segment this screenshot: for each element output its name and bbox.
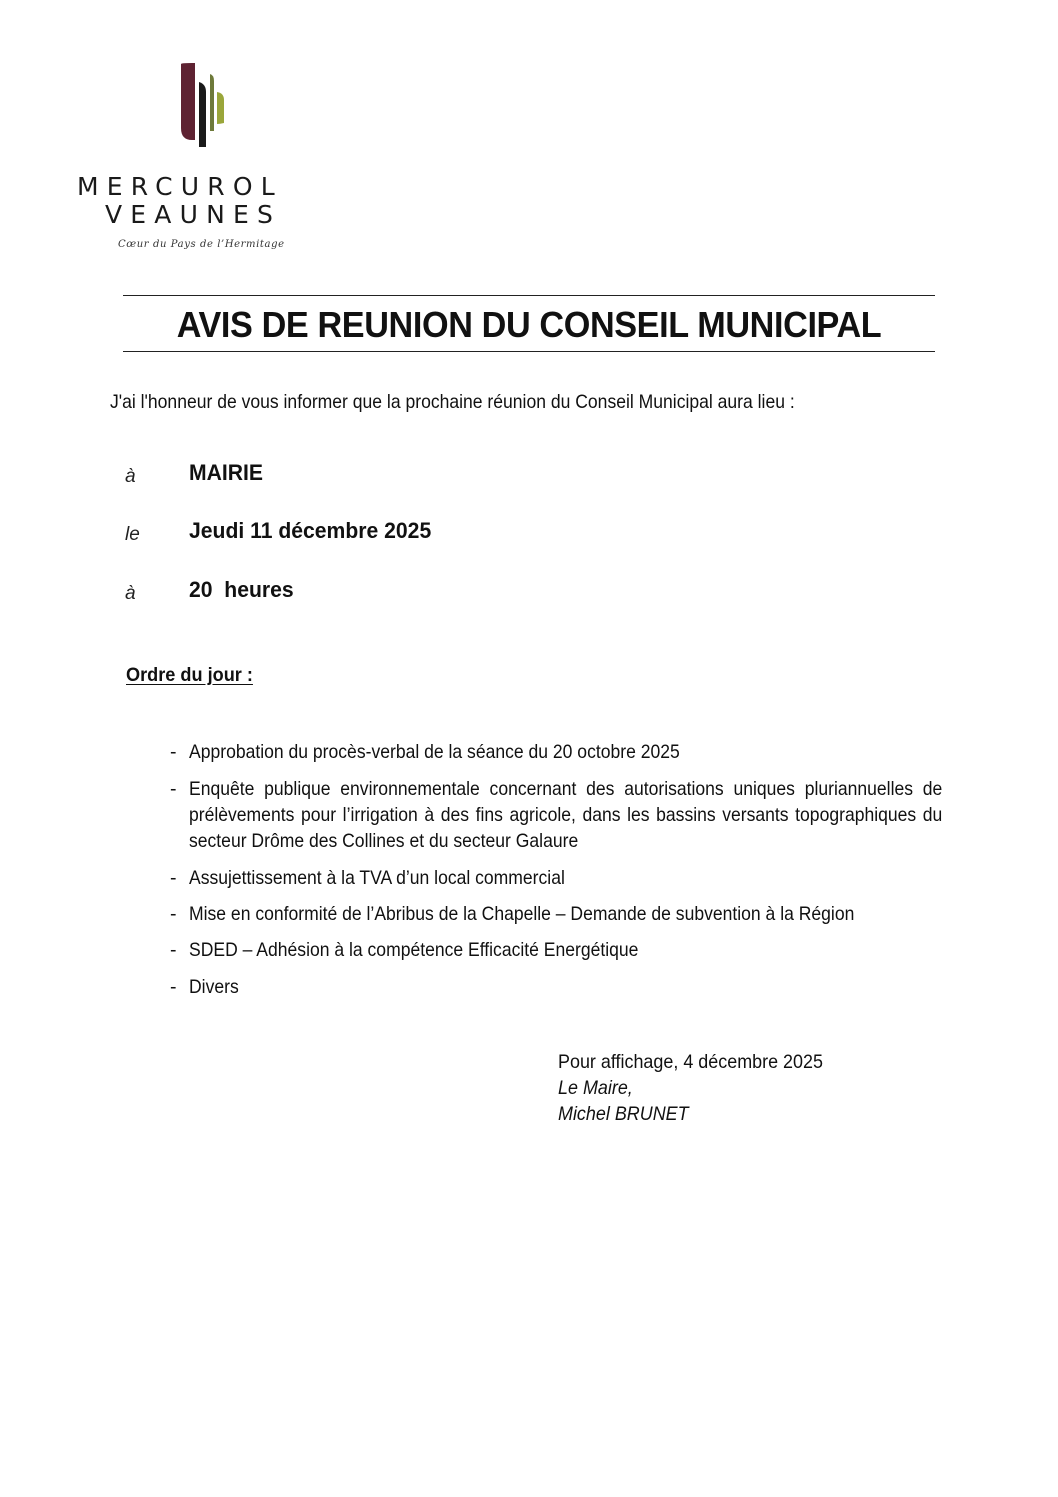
title-rule-bottom bbox=[123, 351, 935, 352]
detail-preposition: à bbox=[125, 466, 136, 487]
agenda-item-text: SDED – Adhésion à la compétence Efficacité Energétique bbox=[189, 939, 639, 961]
logo-name-line2: VEAUNES bbox=[105, 200, 282, 229]
bullet-dash: - bbox=[170, 903, 177, 925]
agenda-item-text: Divers bbox=[189, 976, 239, 998]
agenda-heading: Ordre du jour : bbox=[126, 664, 253, 686]
detail-value: MAIRIE bbox=[189, 460, 264, 485]
title-rule-top bbox=[123, 295, 935, 296]
bullet-dash: - bbox=[170, 976, 177, 998]
agenda-item-text: Assujettissement à la TVA d’un local commercial bbox=[189, 867, 565, 889]
signatory-role: Le Maire, bbox=[558, 1077, 633, 1099]
posting-date: Pour affichage, 4 décembre 2025 bbox=[558, 1051, 823, 1073]
detail-value: 20 heures bbox=[189, 577, 294, 602]
agenda-item-text: Approbation du procès-verbal de la séance du 20 octobre 2025 bbox=[189, 741, 680, 763]
signatory-name: Michel BRUNET bbox=[558, 1103, 689, 1125]
logo-name-line1: MERCUROL bbox=[77, 172, 283, 201]
page-title: AVIS DE REUNION DU CONSEIL MUNICIPAL bbox=[176, 304, 882, 345]
municipality-logo bbox=[60, 50, 350, 260]
intro-paragraph: J'ai l'honneur de vous informer que la prochaine réunion du Conseil Municipal aura lieu : bbox=[110, 391, 795, 413]
agenda-item-text: Mise en conformité de l’Abribus de la Chapelle – Demande de subvention à la Région bbox=[189, 903, 855, 925]
bullet-dash: - bbox=[170, 778, 177, 800]
detail-value: Jeudi 11 décembre 2025 bbox=[189, 518, 432, 543]
detail-preposition: le bbox=[125, 524, 140, 545]
logo-tagline: Cœur du Pays de l’Hermitage bbox=[118, 239, 285, 250]
bullet-dash: - bbox=[170, 939, 177, 961]
signature-block bbox=[558, 1049, 846, 1127]
detail-preposition: à bbox=[125, 583, 136, 604]
logo-mark-icon bbox=[60, 50, 350, 160]
bullet-dash: - bbox=[170, 741, 177, 763]
bullet-dash: - bbox=[170, 867, 177, 889]
agenda-item-text: Enquête publique environnementale concernant des autorisations uniques pluriannuelles de prélèvements pour l’irrigation à des fins agricole, dans les bassins versants topographiques du secteur Drôme des Collines et du secteur Galaure bbox=[189, 778, 943, 852]
